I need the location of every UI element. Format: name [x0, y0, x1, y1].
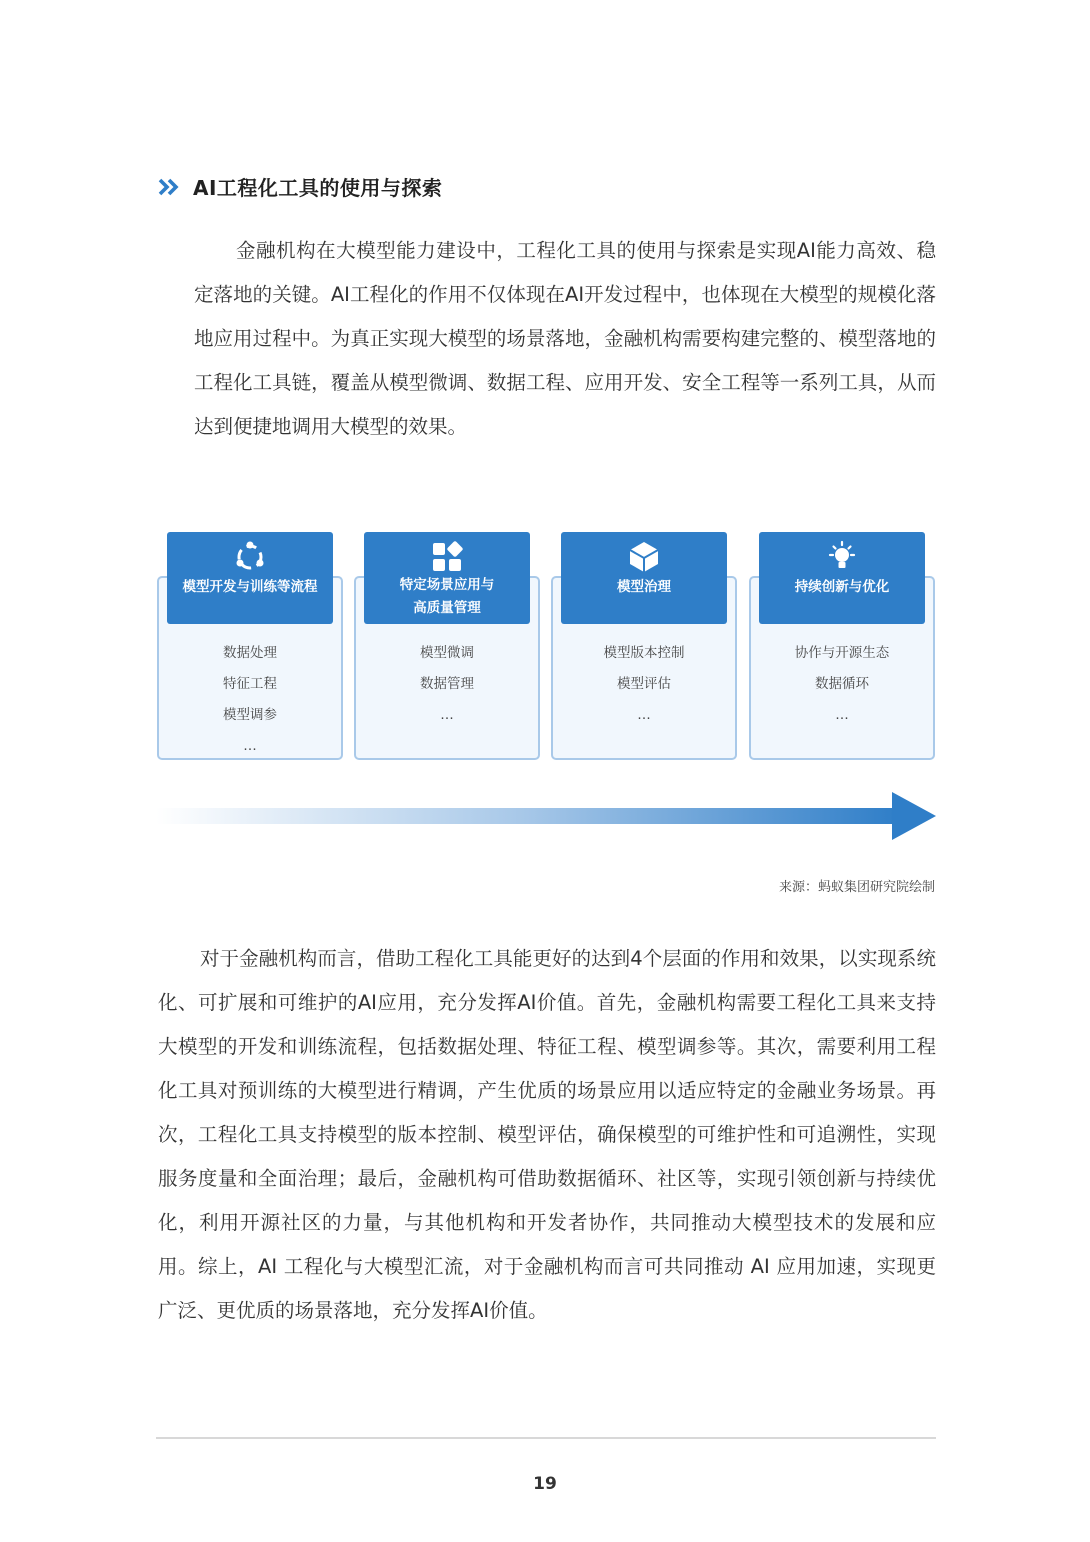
card-header-model-governance	[561, 532, 727, 624]
lightbulb-icon	[825, 540, 859, 574]
card-item: 数据管理	[420, 676, 474, 692]
card-title: 模型治理	[617, 579, 671, 595]
card-item: 协作与开源生态	[794, 645, 890, 661]
card-header-scenario-application	[364, 532, 530, 624]
page-number: 19	[533, 1474, 557, 1494]
progress-arrow	[156, 788, 938, 844]
intro-paragraph: 金融机构在大模型能力建设中，工程化工具的使用与探索是实现AI能力高效、稳定落地的关键。AI工程化的作用不仅体现在AI开发过程中，也体现在大模型的规模化落地应用过程中。为真正实现大模型的场景落地，金融机构需要构建完整的、模型落地的工程化工具链，覆盖从模型微调、数据工程、应用开发、安全工程等一系列工具，从而达到便捷地调用大模型的效果。	[194, 239, 936, 438]
card-header-continuous-innovation	[759, 532, 925, 624]
card-item: …	[637, 707, 651, 723]
card-item-list	[356, 638, 538, 731]
figure-source: 来源：蚂蚁集团研究院绘制	[778, 880, 935, 895]
card-item-list	[159, 638, 341, 762]
card-item: 模型调参	[223, 707, 277, 723]
double-chevron-icon	[157, 175, 181, 199]
card-title: 持续创新与优化	[794, 579, 890, 595]
card-item: …	[440, 707, 454, 723]
footer-divider	[156, 1437, 936, 1439]
card-item: 模型版本控制	[603, 645, 685, 661]
card-item: …	[835, 707, 849, 723]
card-item: 模型微调	[420, 645, 474, 661]
card-item-list	[751, 638, 933, 731]
cube-icon	[627, 540, 661, 574]
card-header-model-development	[167, 532, 333, 624]
card-item: …	[243, 738, 257, 754]
card-item: 数据循环	[815, 676, 869, 692]
section-heading	[157, 172, 442, 201]
card-title: 特定场景应用与 高质量管理	[399, 577, 495, 616]
recycle-cycle-icon	[233, 540, 267, 574]
blocks-icon	[430, 540, 464, 574]
card-item: 模型评估	[617, 676, 671, 692]
card-item: 特征工程	[223, 676, 277, 692]
card-item: 数据处理	[223, 645, 277, 661]
card-title: 模型开发与训练等流程	[182, 579, 318, 595]
body-paragraph: 对于金融机构而言，借助工程化工具能更好的达到4个层面的作用和效果，以实现系统化、可扩展和可维护的AI应用，充分发挥AI价值。首先，金融机构需要工程化工具来支持大模型的开发和训练流程，包括数据处理、特征工程、模型调参等。其次，需要利用工程化工具对预训练的大模型进行精调，产生优质的场景应用以适应特定的金融业务场景。再次，工程化工具支持模型的版本控制、模型评估，确保模型的可维护性和可追溯性，实现服务度量和全面治理；最后，金融机构可借助数据循环、社区等，实现引领创新与持续优化，利用开源社区的力量，与其他机构和开发者协作，共同推动大模型技术的发展和应用。综上，AI 工程化与大模型汇流，对于金融机构而言可共同推动 AI 应用加速，实现更广泛、更优质的场景落地，充分发挥AI价值。	[158, 947, 936, 1322]
card-item-list	[553, 638, 735, 731]
section-title: AI工程化工具的使用与探索	[193, 176, 443, 200]
